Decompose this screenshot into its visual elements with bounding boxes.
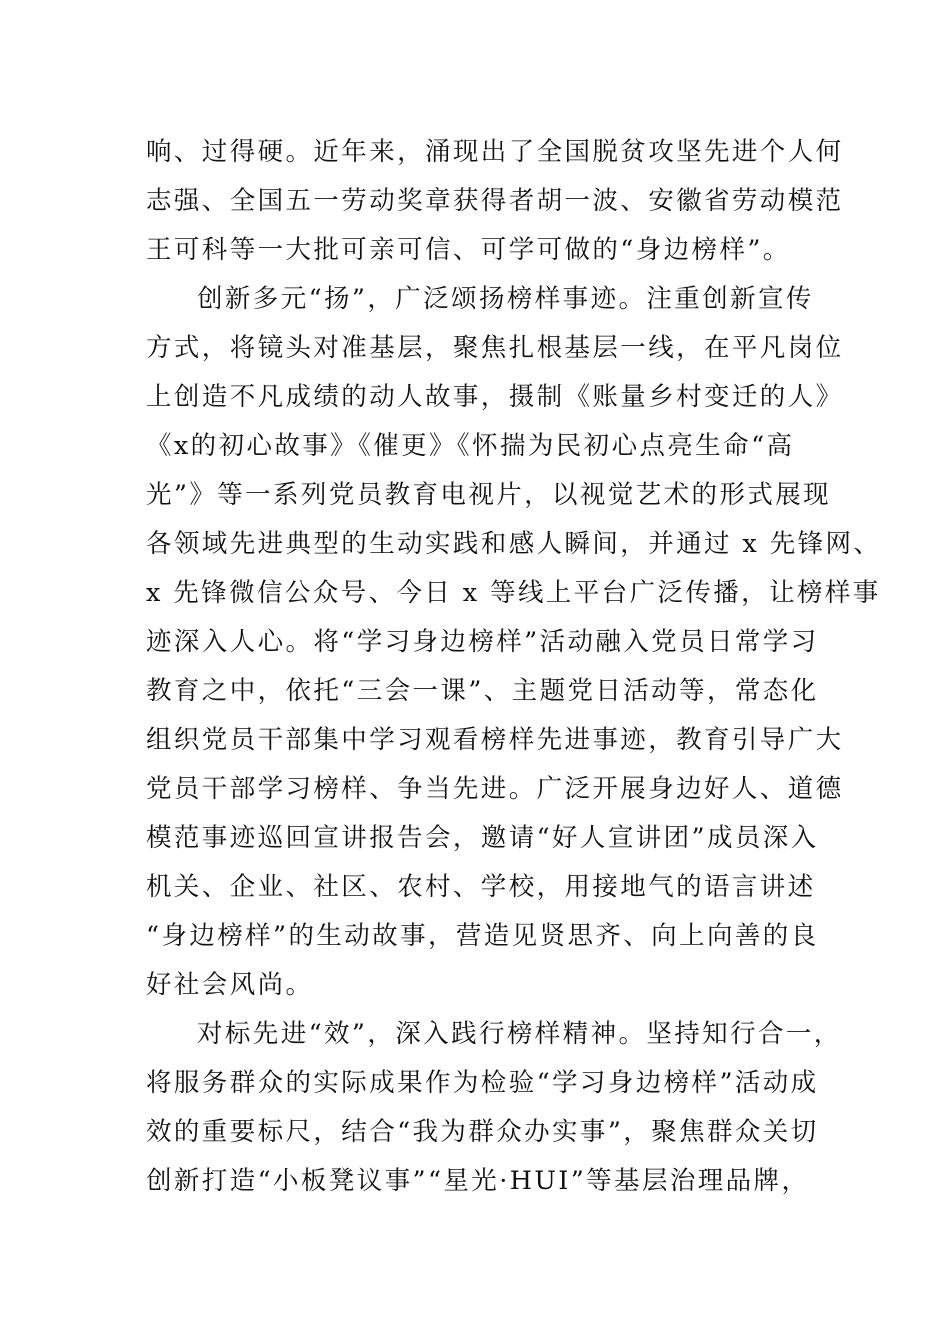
text-line: 迹深入人心。将“学习身边榜样”活动融入党员日常学习 [146,627,819,657]
text-line: 各领域先进典型的生动实践和感人瞬间，并通过 x 先锋网、 [146,529,882,559]
text-line: 机关、企业、社区、农村、学校，用接地气的语言讲述 [146,872,816,902]
text-line: 王可科等一大批可亲可信、可学可做的“身边榜样”。 [146,235,791,265]
text-line: “身边榜样”的生动故事，营造见贤思齐、向上向善的良 [146,921,819,951]
text-line: 响、过得硬。近年来，涌现出了全国脱贫攻坚先进个人何 [146,137,844,167]
text-line: 好社会风尚。 [146,970,314,1000]
text-line: 组织党员干部集中学习观看榜样先进事迹，教育引导广大 [146,725,844,755]
text-line: 将服务群众的实际成果作为检验“学习身边榜样”活动成 [146,1068,819,1098]
text-line: 效的重要标尺，结合“我为群众办实事”，聚焦群众关切 [146,1117,819,1147]
text-line: x 先锋微信公众号、今日 x 等线上平台广泛传播，让榜样事 [146,578,881,608]
text-line: 志强、全国五一劳动奖章获得者胡一波、安徽省劳动模范 [146,186,844,216]
text-line: 教育之中，依托“三会一课”、主题党日活动等，常态化 [146,676,819,706]
text-line: 方式，将镜头对准基层，聚焦扎根基层一线，在平凡岗位 [146,333,844,363]
paragraph-start-line: 创新多元“扬”，广泛颂扬榜样事迹。注重创新宣传 [197,284,814,314]
text-line: 《x的初心故事》《催更》《怀揣为民初心点亮生命“高 [146,431,795,461]
text-line: 创新打造“小板凳议事”“星光·HUI”等基层治理品牌， [146,1166,810,1196]
text-line: 党员干部学习榜样、争当先进。广泛开展身边好人、道德 [146,774,844,804]
text-line: 光”》等一系列党员教育电视片，以视觉艺术的形式展现 [146,480,832,510]
paragraph-start-line: 对标先进“效”，深入践行榜样精神。坚持知行合一， [197,1019,842,1049]
text-line: 上创造不凡成绩的动人故事，摄制《账量乡村变迁的人》 [146,382,844,412]
text-line: 模范事迹巡回宣讲报告会，邀请“好人宣讲团”成员深入 [146,823,819,853]
